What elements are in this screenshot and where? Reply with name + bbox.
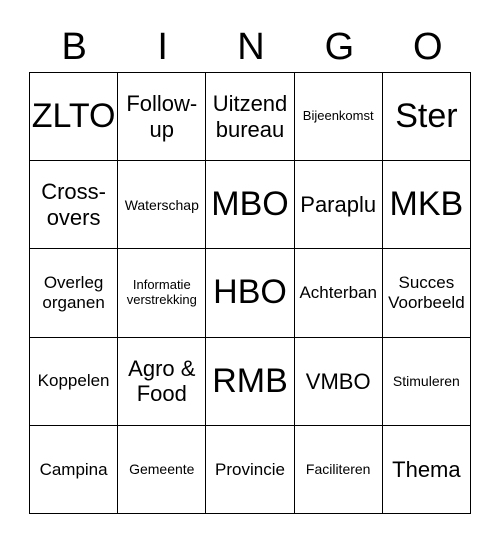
bingo-cell[interactable]: Campina — [30, 426, 118, 514]
header-letter-b: B — [61, 26, 87, 68]
bingo-cell[interactable]: Bijeenkomst — [295, 73, 383, 161]
bingo-cell[interactable]: VMBO — [295, 338, 383, 426]
bingo-cell[interactable]: Succes Voorbeeld — [383, 249, 471, 337]
bingo-cell[interactable]: Paraplu — [295, 161, 383, 249]
bingo-cell[interactable]: MBO — [206, 161, 294, 249]
bingo-cell[interactable]: Cross-overs — [30, 161, 118, 249]
bingo-cell[interactable]: RMB — [206, 338, 294, 426]
bingo-cell[interactable]: ZLTO — [30, 73, 118, 161]
header-letter-i: I — [157, 26, 168, 68]
bingo-cell[interactable]: MKB — [383, 161, 471, 249]
bingo-cell[interactable]: Overleg organen — [30, 249, 118, 337]
bingo-cell[interactable]: Follow-up — [118, 73, 206, 161]
header-letter-g: G — [324, 26, 355, 68]
bingo-cell[interactable]: Stimuleren — [383, 338, 471, 426]
header-letter-o: O — [413, 26, 443, 68]
bingo-cell[interactable]: Faciliteren — [295, 426, 383, 514]
bingo-cell[interactable]: Provincie — [206, 426, 294, 514]
bingo-cell[interactable]: Koppelen — [30, 338, 118, 426]
bingo-cell[interactable]: Thema — [383, 426, 471, 514]
bingo-cell[interactable]: HBO — [206, 249, 294, 337]
header-letter-n: N — [237, 26, 265, 68]
bingo-cell[interactable]: Ster — [383, 73, 471, 161]
bingo-grid — [29, 72, 471, 514]
bingo-cell[interactable]: Agro & Food — [118, 338, 206, 426]
bingo-cell[interactable]: Informatie verstrekking — [118, 249, 206, 337]
bingo-cell[interactable]: Gemeente — [118, 426, 206, 514]
bingo-header — [30, 22, 472, 72]
bingo-cell[interactable]: Uitzend bureau — [206, 73, 294, 161]
bingo-cell[interactable]: Achterban — [295, 249, 383, 337]
bingo-cell[interactable]: Waterschap — [118, 161, 206, 249]
